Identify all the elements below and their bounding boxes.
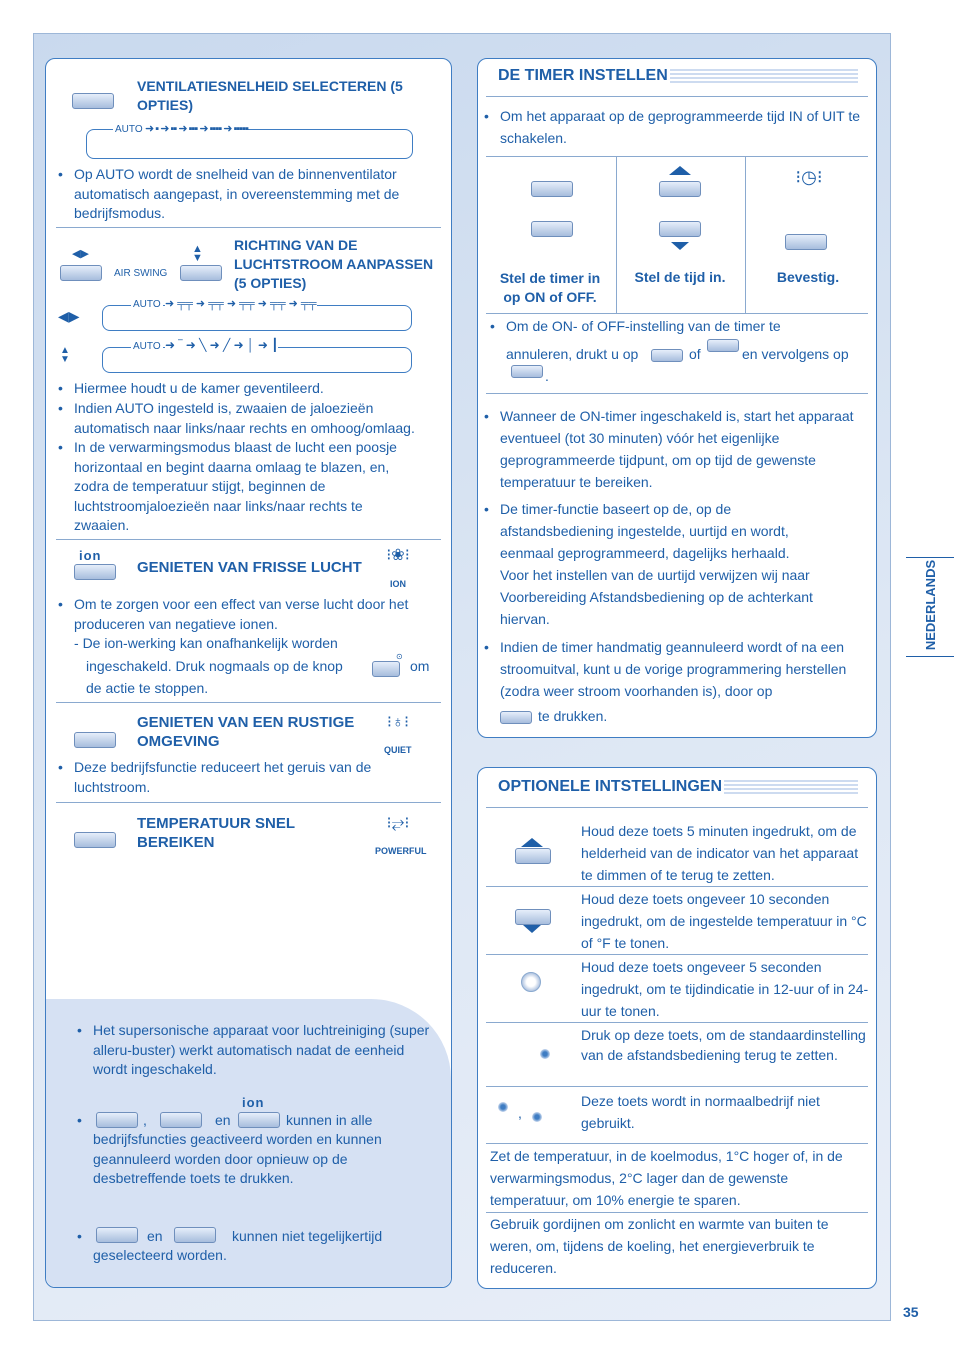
timer-col1-label: Stel de timer in op ON of OFF. (499, 270, 601, 305)
brightness-button[interactable] (515, 848, 551, 864)
notes-b2-b: bedrijfsfuncties geactiveerd worden en kunnen geannuleerd worden door opnieuw op de desbetreffende toets te drukken. (93, 1131, 382, 1186)
timer-bullet-1: • Wanneer de ON-timer ingeschakeld is, start het apparaat eventueel (tot 30 minuten) vóór het eigenlijke geprogrammeerde tijdpunt, om op tijd de gewenste temperatuur te bereiken. (500, 405, 865, 493)
airflow-bullet-2: • Indien AUTO ingesteld is, zwaaien de jaloezieën automatisch naar links/naar rechts en omhoog/omlaag. (74, 399, 442, 438)
divider (56, 227, 441, 228)
divider (56, 802, 441, 803)
timer-bullet-2: • De timer-functie baseert op de, op de afstandsbediening ingestelde, uurtijd en wordt, eenmaal geprogrammeerd, dagelijks herhaald. (500, 498, 840, 564)
divider (486, 807, 868, 808)
notes-ion-label: ion (242, 1095, 265, 1110)
down-arrow-icon (671, 242, 689, 250)
timer-restore-button[interactable] (500, 711, 532, 724)
ion-sub-3: de actie te stoppen. (86, 680, 209, 696)
up-down-arrow-icon: ▲ ▼ (60, 345, 70, 365)
time-up-button[interactable] (659, 181, 701, 197)
notes-button-b[interactable] (160, 1112, 202, 1128)
fan-seq-bars: ➜ ▪ ➜ ▪▪ ➜ ▪▪▪ ➜ ▪▪▪▪ ➜ ▪▪▪▪▪ (145, 123, 249, 135)
column-divider (616, 156, 617, 313)
airflow-lr-steps: ➜ ╤╤ ➜ ╤╤ ➜ ╤╤ ➜ ╤╤ ➜ ╤╤ (165, 298, 317, 310)
timer-bullet-3-end: te drukken. (538, 708, 608, 724)
powerful-icon-label: POWERFUL (375, 846, 427, 856)
quiet-button[interactable] (74, 732, 116, 748)
clock-set-icon: ⁝◷⁝ (795, 167, 823, 187)
timer-set-button[interactable] (785, 234, 827, 250)
ion-button-label: ion (79, 548, 102, 563)
ion-small-dot-icon: ⊙ (396, 652, 403, 661)
divider (486, 393, 868, 394)
optional-row-3: Houd deze toets ongeveer 5 seconden ingedrukt, om te tijdindicatie in 12-uur of in 24-uur te tonen. (581, 959, 869, 1019)
quiet-mode-icon: ⁝♁⁝ (386, 714, 410, 731)
optional-row-1: Houd deze toets 5 minuten ingedrukt, om de helderheid van de indicator van het apparaat te dimmen of te terug te zetten. (581, 823, 859, 883)
air-swing-lr-button[interactable] (60, 265, 102, 281)
unused-button-a[interactable] (498, 1102, 508, 1112)
divider (486, 954, 868, 955)
left-right-arrow-icon: ◀▶ (58, 308, 80, 324)
left-panel (45, 58, 452, 1288)
airflow-ud-auto: AUTO (133, 341, 161, 352)
airflow-ud-steps: ➜ ‾ ➜ ╲ ➜ ╱ ➜ │ ➜ ┃ (165, 338, 279, 352)
energy-tip-2: Gebruik gordijnen om zonlicht en warmte van buiten te weren, om, tijdens de koeling, het energieverbruik te reduceren. (490, 1216, 829, 1276)
down-arrow-icon (523, 925, 541, 933)
quiet-title: GENIETEN VAN EEN RUSTIGE OMGEVING (137, 714, 355, 750)
notes-en: en (215, 1112, 231, 1128)
language-tab (906, 557, 954, 657)
up-down-arrow-icon: ▲ ▼ (192, 243, 203, 264)
fan-speed-sequence (86, 123, 413, 159)
reset-button[interactable] (540, 1049, 550, 1059)
airflow-title: RICHTING VAN DE LUCHTSTROOM AANPASSEN (5 OPTIES) (234, 237, 434, 291)
notes-button-a[interactable] (96, 1112, 138, 1128)
timer-cancel-a: • Om de ON- of OFF-instelling van de timer te (506, 317, 781, 337)
divider (486, 313, 868, 314)
notes-comma: , (143, 1112, 147, 1128)
notes-bullet-3-marker: • (77, 1228, 82, 1244)
column-divider (745, 156, 746, 313)
notes-b2-a: kunnen in alle (286, 1112, 373, 1128)
optional-panel (477, 767, 877, 1289)
timer-heading: DE TIMER INSTELLEN (498, 67, 668, 84)
timer-bullet-2b: Voor het instellen van de uurtijd verwijzen wij naar Voorbereiding Afstandsbediening op de achterkant hiervan. (500, 567, 813, 627)
airflow-ud-sequence (102, 338, 412, 373)
divider (486, 156, 868, 157)
timer-cancel-dot: . (545, 368, 549, 384)
up-arrow-icon (521, 838, 543, 847)
divider (486, 96, 868, 97)
divider (486, 1086, 868, 1087)
optional-heading: OPTIONELE INTSTELLINGEN (498, 778, 723, 795)
ion-mode-icon: ⁝❀⁝ (386, 547, 410, 564)
ion-title: GENIETEN VAN FRISSE LUCHT (137, 559, 362, 576)
divider (56, 539, 441, 540)
energy-tip-1: Zet de temperatuur, in de koelmodus, 1°C hoger of, in de verwarmingsmodus, 2°C lager dan de gewenste temperatuur, om 10% energie te sparen. (490, 1148, 843, 1208)
temp-unit-button[interactable] (515, 909, 551, 925)
quiet-bullet: • Deze bedrijfsfunctie reduceert het geruis van de luchtstroom. (74, 758, 414, 797)
notes-b3-a: kunnen niet tegelijkertijd (232, 1228, 383, 1244)
time-down-button[interactable] (659, 221, 701, 237)
optional-row-5-comma: , (518, 1105, 522, 1121)
quiet-icon-label: QUIET (384, 745, 412, 755)
airflow-lr-auto: AUTO (133, 299, 161, 310)
timer-intro: • Om het apparaat op de geprogrammeerde tijd IN of UIT te schakelen. (500, 105, 870, 149)
ion-bullet: • Om te zorgen voor een effect van verse lucht door het produceren van negatieve ionen. (74, 595, 434, 634)
notes-b3-b: geselecteerd worden. (93, 1247, 227, 1263)
timer-cancel-of: of (689, 346, 701, 362)
fan-speed-text: • Op AUTO wordt de snelheid van de binnenventilator automatisch aangepast, in overeenstemming met de bedrijfsmodus. (74, 165, 424, 224)
divider (486, 886, 868, 887)
timer-col2-label: Stel de tijd in. (634, 269, 726, 285)
ion-button[interactable] (74, 564, 116, 580)
ion-icon-label: ION (390, 579, 407, 589)
timer-panel (477, 58, 877, 738)
notes-b3-en: en (147, 1228, 163, 1244)
airflow-lr-sequence (102, 298, 412, 331)
airflow-bullet-1: • Hiermee houdt u de kamer geventileerd. (74, 379, 434, 399)
ion-sub-2: ingeschakeld. Druk nogmaals op de knop (86, 658, 343, 674)
air-swing-ud-button[interactable] (180, 265, 222, 281)
language-tab-label: NEDERLANDS (923, 559, 938, 651)
left-right-arrow-icon: ◀▶ (72, 248, 89, 260)
ion-sub-1: - De ion-werking kan onafhankelijk worden (74, 635, 338, 651)
notes-bullet-1: • Het supersonische apparaat voor luchtreiniging (super alleru-buster) werkt automatisch nadat de eenheid wordt ingeschakeld. (93, 1021, 433, 1080)
timer-cancel-b: annuleren, drukt u op (506, 346, 639, 362)
cancel-set-button[interactable] (511, 365, 543, 378)
notes-ion-button[interactable] (238, 1112, 280, 1128)
clock-format-button[interactable] (521, 972, 541, 992)
timer-bullet-3: • Indien de timer handmatig geannuleerd wordt of na een stroomuitval, kunt u de vorige programmering herstellen (zodra weer stroom voorhanden is), door op (500, 636, 865, 702)
cancel-off-button[interactable] (707, 339, 739, 352)
up-arrow-icon (669, 166, 691, 175)
powerful-button[interactable] (74, 832, 116, 848)
air-swing-label: AIR SWING (114, 268, 168, 279)
fan-speed-button[interactable] (72, 93, 114, 109)
notes-bullet-2-marker: • (77, 1112, 82, 1128)
powerful-mode-icon: ⁝⥂⁝ (386, 815, 410, 832)
fan-seq-auto: AUTO (115, 124, 143, 135)
cancel-on-button[interactable] (651, 349, 683, 362)
optional-row-4: Druk op deze toets, om de standaardinstelling van de afstandsbediening terug te zetten. (581, 1027, 866, 1063)
page-number: 35 (903, 1304, 919, 1320)
timer-on-button[interactable] (531, 181, 573, 197)
divider (486, 1022, 868, 1023)
timer-cancel-c: en vervolgens op (742, 346, 849, 362)
fan-speed-title: VENTILATIESNELHEID SELECTEREN (5 OPTIES) (137, 78, 403, 113)
unused-button-b[interactable] (532, 1112, 542, 1122)
divider (486, 1143, 868, 1144)
notes-button-d[interactable] (174, 1227, 216, 1243)
timer-off-button[interactable] (531, 221, 573, 237)
notes-button-c[interactable] (96, 1227, 138, 1243)
ion-sub-om: om (410, 658, 430, 674)
timer-col3-label: Bevestig. (776, 269, 840, 285)
airflow-bullet-3: • In de verwarmingsmodus blaast de lucht een poosje horizontaal en begint daarna omlaag te blazen, en, zodra de temperatuur stijgt, beginnen de luchtstroomjaloezieën naar links/naar rechts te zwaaien. (74, 438, 414, 536)
optional-row-2: Houd deze toets ongeveer 10 seconden ingedrukt, om de ingestelde temperatuur in °C of °F te tonen. (581, 891, 867, 951)
powerful-title: TEMPERATUUR SNEL BEREIKEN (137, 815, 295, 851)
divider (56, 702, 441, 703)
ion-button-inline[interactable] (372, 661, 400, 677)
ion-sub-1-text: De ion-werking kan onafhankelijk worden (82, 635, 338, 651)
optional-row-5: Deze toets wordt in normaalbedrijf niet gebruikt. (581, 1093, 820, 1131)
